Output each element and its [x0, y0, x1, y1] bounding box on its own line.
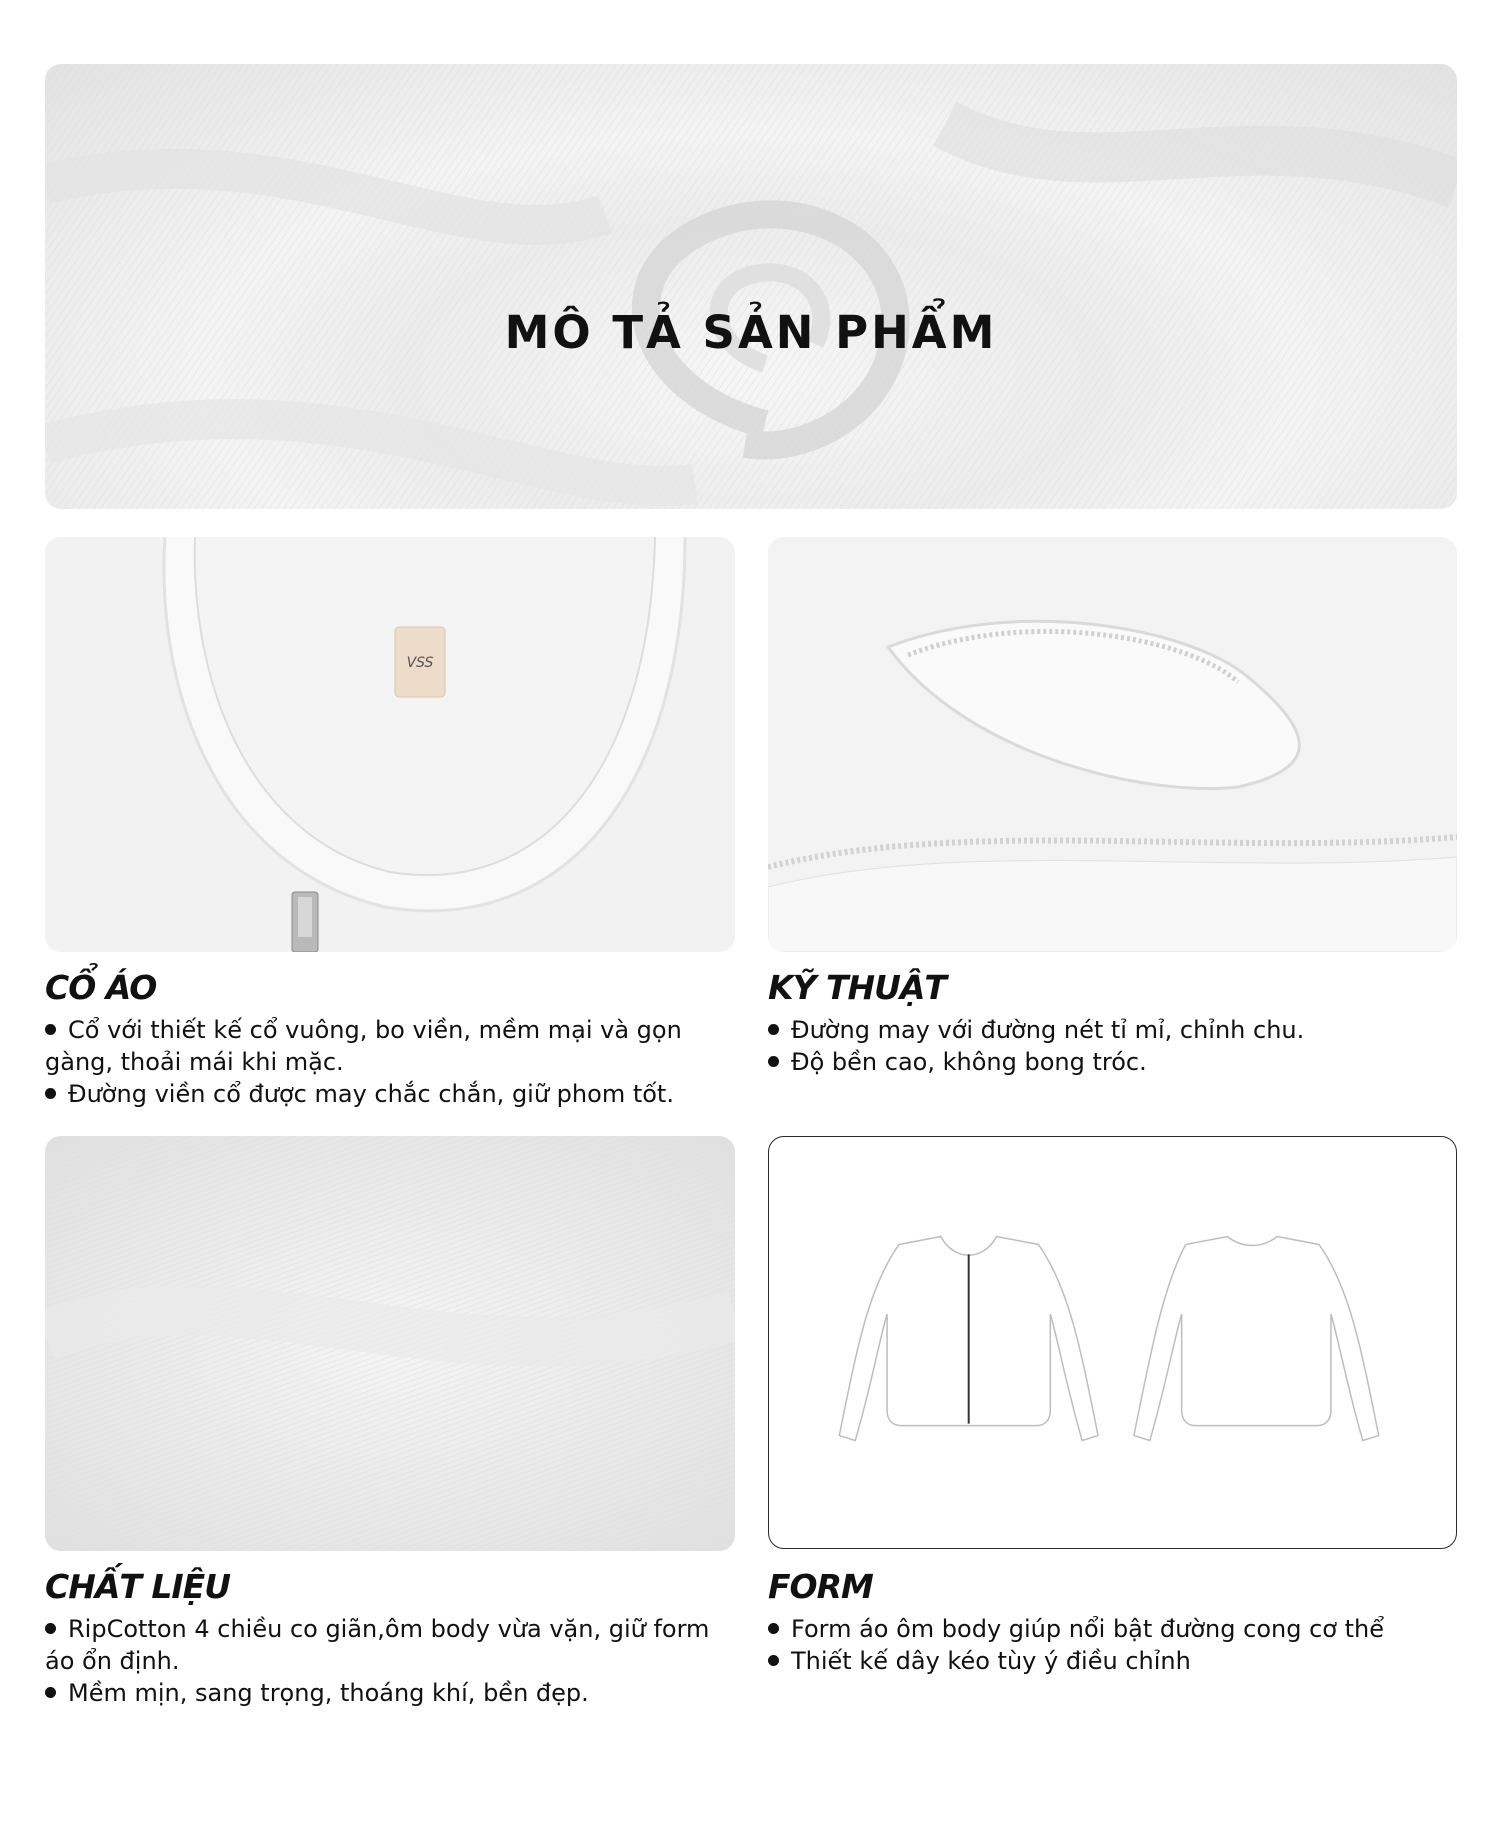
garment-flat-lay-graphic: [769, 1137, 1456, 1548]
bullet-dot-icon: [768, 1056, 779, 1067]
material-detail-image: [45, 1136, 735, 1551]
form-bullet-list: [768, 1613, 1457, 1677]
stitching-detail-image: [768, 537, 1457, 952]
bullet-dot-icon: [45, 1623, 56, 1634]
section-title-material: CHẤT LIỆU: [45, 1567, 231, 1606]
bullet-dot-icon: [45, 1024, 56, 1035]
list-item: Độ bền cao, không bong tróc.: [768, 1046, 1457, 1078]
brand-tag-label: VSS: [406, 655, 434, 671]
collar-bullet-list: [45, 1014, 735, 1110]
bullet-dot-icon: [45, 1088, 56, 1099]
list-item: Form áo ôm body giúp nổi bật đường cong cơ thể: [768, 1613, 1457, 1645]
bullet-dot-icon: [768, 1655, 779, 1666]
list-item: Cổ với thiết kế cổ vuông, bo viền, mềm mại và gọn gàng, thoải mái khi mặc.: [45, 1016, 682, 1076]
form-garment-image: [768, 1136, 1457, 1549]
list-item: Thiết kế dây kéo tùy ý điều chỉnh: [768, 1645, 1457, 1677]
material-bullet-list: [45, 1613, 735, 1709]
bullet-dot-icon: [768, 1024, 779, 1035]
section-title-collar: CỔ ÁO: [45, 968, 157, 1007]
stitching-graphic: [768, 537, 1457, 952]
section-title-form: FORM: [768, 1567, 873, 1606]
technique-bullet-list: [768, 1014, 1457, 1078]
page-title: MÔ TẢ SẢN PHẨM: [504, 306, 998, 359]
material-texture-graphic: [45, 1136, 735, 1551]
list-item: RipCotton 4 chiều co giãn,ôm body vừa vặn, giữ form áo ổn định.: [45, 1615, 710, 1675]
list-item: Đường viền cổ được may chắc chắn, giữ phom tốt.: [45, 1078, 735, 1110]
list-item: Mềm mịn, sang trọng, thoáng khí, bền đẹp.: [45, 1677, 735, 1709]
section-title-technique: KỸ THUẬT: [768, 968, 946, 1007]
bullet-dot-icon: [45, 1687, 56, 1698]
fabric-swirl-graphic: [45, 64, 1457, 509]
bullet-dot-icon: [768, 1623, 779, 1634]
collar-graphic: [45, 537, 735, 952]
hero-fabric-image: [45, 64, 1457, 509]
collar-detail-image: [45, 537, 735, 952]
list-item: Đường may với đường nét tỉ mỉ, chỉnh chu.: [768, 1014, 1457, 1046]
